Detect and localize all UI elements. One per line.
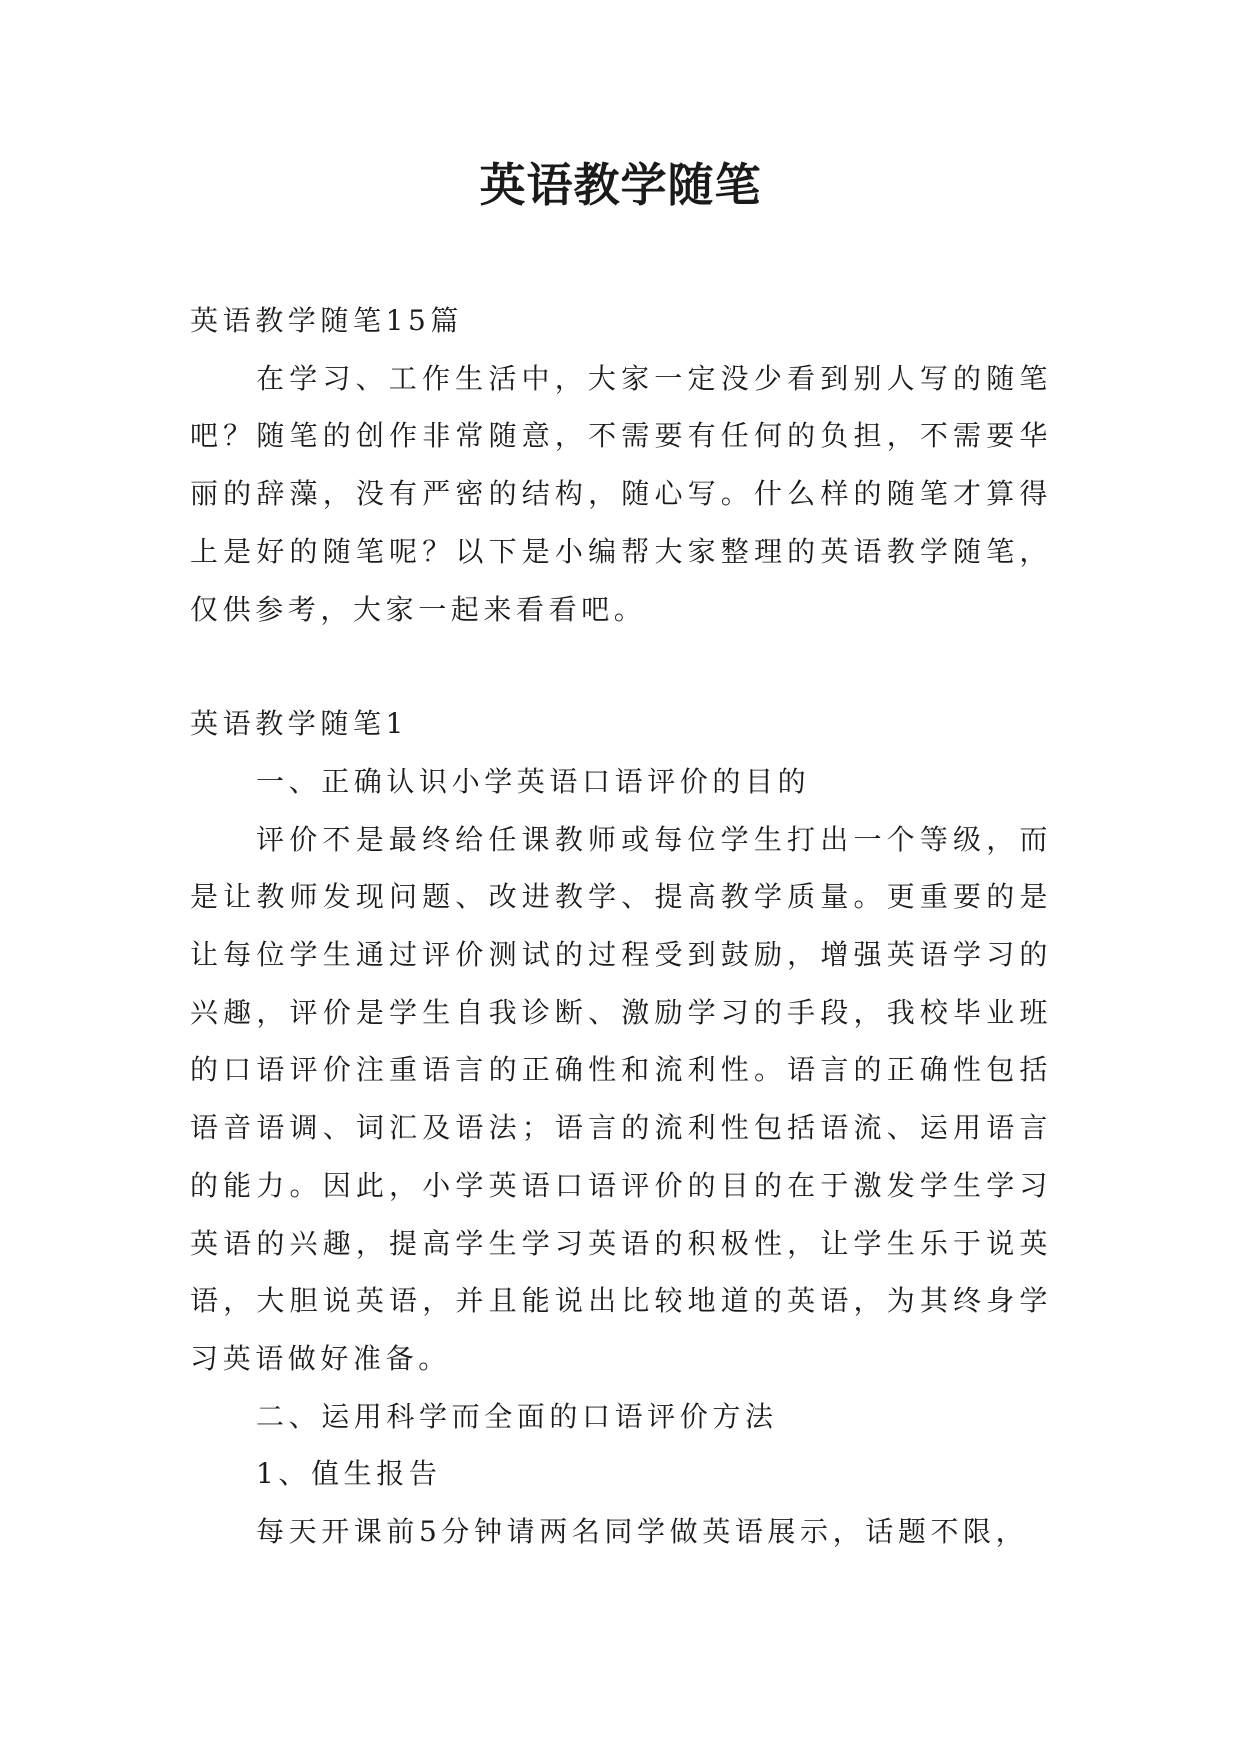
document-subtitle: 英语教学随笔15篇 [190, 304, 464, 337]
document-title: 英语教学随笔 [479, 158, 762, 212]
item1-paragraph: 每天开课前5分钟请两名同学做英语展示，话题不限， [256, 1515, 1029, 1549]
point1-paragraph: 评价不是最终给任课教师或每位学生打出一个等级，而是让教师发现问题、改进教学、提高教学质量。更重要的是让每位学生通过评价测试的过程受到鼓励，增强英语学习的兴趣，评价是学生自我诊断、激励学习的手段，我校毕业班的口语评价注重语言的正确性和流利性。语言的正确性包括语音语调、词汇及语法；语言的流利性包括语流、运用语言的能力。因此，小学英语口语评价的目的在于激发学生学习英语的兴趣，提高学生学习英语的积极性，让学生乐于说英语，大胆说英语，并且能说出比较地道的英语，为其终身学习英语做好准备。 [190, 822, 1052, 1375]
point1-heading: 一、正确认识小学英语口语评价的目的 [256, 764, 811, 798]
section-heading: 英语教学随笔1 [190, 707, 409, 741]
item1-heading: 1、值生报告 [256, 1457, 442, 1491]
document-body [190, 292, 1052, 1561]
intro-paragraph: 在学习、工作生活中，大家一定没少看到别人写的随笔吧？随笔的创作非常随意，不需要有任何的负担，不需要华丽的辞藻，没有严密的结构，随心写。什么样的随笔才算得上是好的随笔呢？以下是小编帮大家整理的英语教学随笔，仅供参考，大家一起来看看吧。 [190, 361, 1052, 626]
point2-heading: 二、运用科学而全面的口语评价方法 [256, 1399, 778, 1433]
